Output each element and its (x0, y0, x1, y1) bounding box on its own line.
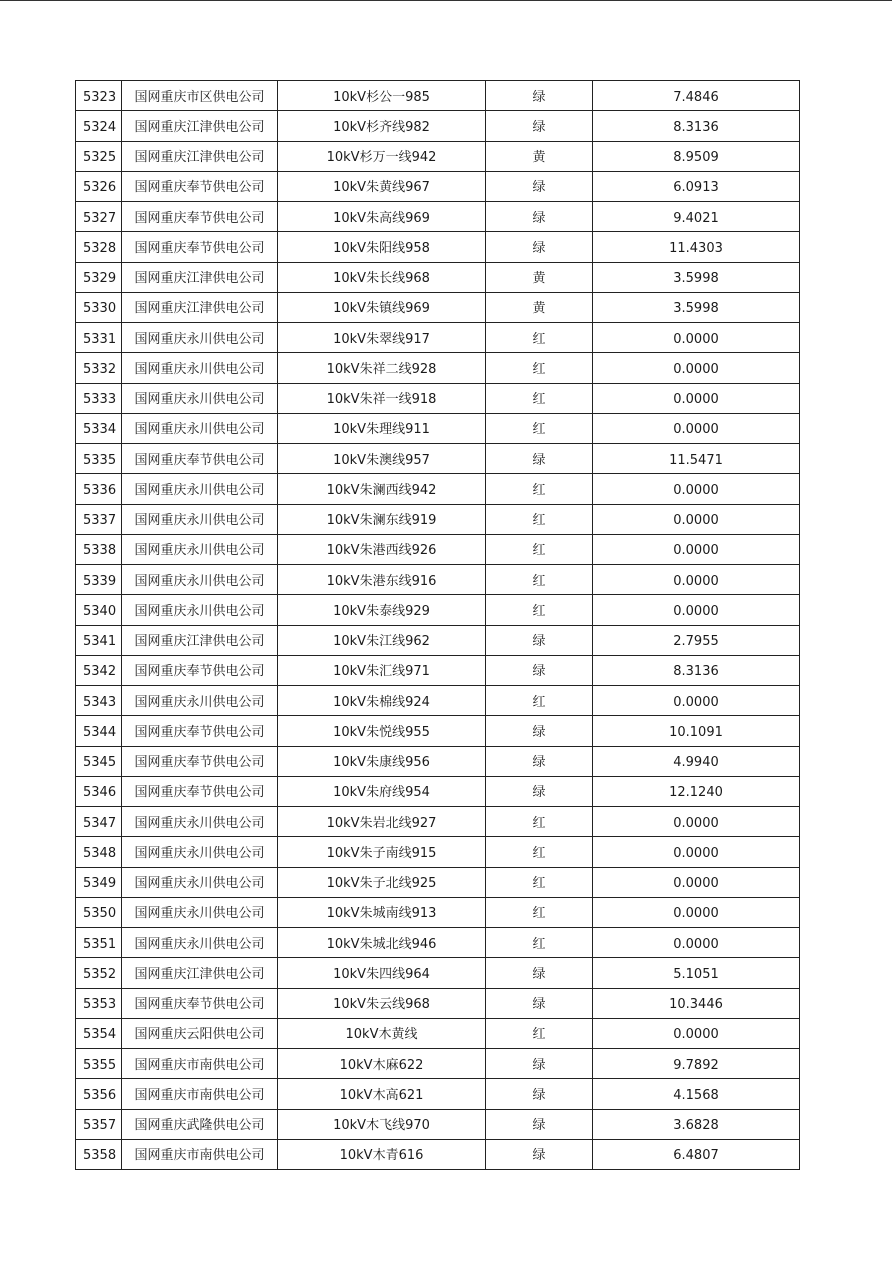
company-cell: 国网重庆江津供电公司 (122, 625, 278, 655)
row-id: 5325 (76, 141, 122, 171)
row-id: 5350 (76, 897, 122, 927)
company-cell: 国网重庆永川供电公司 (122, 897, 278, 927)
value-cell: 0.0000 (593, 413, 800, 443)
row-id: 5348 (76, 837, 122, 867)
row-id: 5340 (76, 595, 122, 625)
line-name-cell: 10kV朱四线964 (278, 958, 486, 988)
status-cell: 绿 (486, 776, 593, 806)
line-name-cell: 10kV朱澜西线942 (278, 474, 486, 504)
table-row (76, 262, 800, 292)
status-cell: 绿 (486, 171, 593, 201)
line-name-cell: 10kV朱城南线913 (278, 897, 486, 927)
line-name-cell: 10kV朱城北线946 (278, 928, 486, 958)
value-cell: 9.4021 (593, 202, 800, 232)
company-cell: 国网重庆奉节供电公司 (122, 776, 278, 806)
status-cell: 绿 (486, 111, 593, 141)
row-id: 5331 (76, 323, 122, 353)
line-name-cell: 10kV朱理线911 (278, 413, 486, 443)
company-cell: 国网重庆奉节供电公司 (122, 202, 278, 232)
line-name-cell: 10kV朱长线968 (278, 262, 486, 292)
line-name-cell: 10kV杉齐线982 (278, 111, 486, 141)
table-row (76, 595, 800, 625)
value-cell: 8.3136 (593, 111, 800, 141)
status-cell: 红 (486, 413, 593, 443)
value-cell: 8.9509 (593, 141, 800, 171)
value-cell: 11.4303 (593, 232, 800, 262)
table-row (76, 1049, 800, 1079)
row-id: 5342 (76, 655, 122, 685)
status-cell: 绿 (486, 655, 593, 685)
table-row (76, 111, 800, 141)
table-row (76, 504, 800, 534)
value-cell: 8.3136 (593, 655, 800, 685)
company-cell: 国网重庆奉节供电公司 (122, 655, 278, 685)
value-cell: 9.7892 (593, 1049, 800, 1079)
line-name-cell: 10kV朱府线954 (278, 776, 486, 806)
table-row (76, 1109, 800, 1139)
line-name-cell: 10kV朱泰线929 (278, 595, 486, 625)
table-row (76, 1139, 800, 1169)
value-cell: 0.0000 (593, 474, 800, 504)
status-cell: 绿 (486, 716, 593, 746)
table-body (76, 81, 800, 1170)
value-cell: 0.0000 (593, 867, 800, 897)
company-cell: 国网重庆永川供电公司 (122, 837, 278, 867)
table-row (76, 958, 800, 988)
row-id: 5351 (76, 928, 122, 958)
line-name-cell: 10kV朱棉线924 (278, 686, 486, 716)
status-cell: 绿 (486, 746, 593, 776)
company-cell: 国网重庆永川供电公司 (122, 867, 278, 897)
value-cell: 10.1091 (593, 716, 800, 746)
table-row (76, 565, 800, 595)
company-cell: 国网重庆永川供电公司 (122, 686, 278, 716)
table-row (76, 928, 800, 958)
table-row (76, 746, 800, 776)
status-cell: 绿 (486, 81, 593, 111)
status-cell: 红 (486, 1018, 593, 1048)
company-cell: 国网重庆永川供电公司 (122, 353, 278, 383)
row-id: 5323 (76, 81, 122, 111)
company-cell: 国网重庆云阳供电公司 (122, 1018, 278, 1048)
value-cell: 0.0000 (593, 504, 800, 534)
table-row (76, 1018, 800, 1048)
table-row (76, 837, 800, 867)
line-name-cell: 10kV朱云线968 (278, 988, 486, 1018)
status-cell: 红 (486, 837, 593, 867)
table-row (76, 353, 800, 383)
line-name-cell: 10kV朱康线956 (278, 746, 486, 776)
row-id: 5337 (76, 504, 122, 534)
row-id: 5341 (76, 625, 122, 655)
status-cell: 绿 (486, 958, 593, 988)
company-cell: 国网重庆永川供电公司 (122, 595, 278, 625)
status-cell: 红 (486, 686, 593, 716)
value-cell: 0.0000 (593, 383, 800, 413)
status-cell: 黄 (486, 292, 593, 322)
table-row (76, 686, 800, 716)
value-cell: 0.0000 (593, 686, 800, 716)
line-name-cell: 10kV木青616 (278, 1139, 486, 1169)
table-row (76, 867, 800, 897)
table-row (76, 171, 800, 201)
table-row (76, 141, 800, 171)
table-row (76, 81, 800, 111)
line-name-cell: 10kV朱港东线916 (278, 565, 486, 595)
table-row (76, 1079, 800, 1109)
line-name-cell: 10kV朱黄线967 (278, 171, 486, 201)
line-name-cell: 10kV朱祥二线928 (278, 353, 486, 383)
line-name-cell: 10kV木飞线970 (278, 1109, 486, 1139)
status-cell: 黄 (486, 141, 593, 171)
row-id: 5353 (76, 988, 122, 1018)
table-row (76, 655, 800, 685)
status-cell: 红 (486, 504, 593, 534)
company-cell: 国网重庆永川供电公司 (122, 504, 278, 534)
value-cell: 3.5998 (593, 292, 800, 322)
company-cell: 国网重庆永川供电公司 (122, 807, 278, 837)
line-name-cell: 10kV朱子南线915 (278, 837, 486, 867)
row-id: 5352 (76, 958, 122, 988)
status-cell: 绿 (486, 625, 593, 655)
value-cell: 11.5471 (593, 444, 800, 474)
table-row (76, 232, 800, 262)
row-id: 5357 (76, 1109, 122, 1139)
company-cell: 国网重庆江津供电公司 (122, 262, 278, 292)
row-id: 5327 (76, 202, 122, 232)
company-cell: 国网重庆奉节供电公司 (122, 746, 278, 776)
row-id: 5346 (76, 776, 122, 806)
data-table (75, 80, 800, 1170)
company-cell: 国网重庆永川供电公司 (122, 474, 278, 504)
company-cell: 国网重庆市区供电公司 (122, 81, 278, 111)
company-cell: 国网重庆永川供电公司 (122, 534, 278, 564)
company-cell: 国网重庆江津供电公司 (122, 111, 278, 141)
value-cell: 0.0000 (593, 807, 800, 837)
status-cell: 红 (486, 595, 593, 625)
status-cell: 红 (486, 928, 593, 958)
line-name-cell: 10kV朱港西线926 (278, 534, 486, 564)
company-cell: 国网重庆市南供电公司 (122, 1079, 278, 1109)
table-row (76, 383, 800, 413)
line-name-cell: 10kV木高621 (278, 1079, 486, 1109)
value-cell: 0.0000 (593, 1018, 800, 1048)
row-id: 5329 (76, 262, 122, 292)
company-cell: 国网重庆市南供电公司 (122, 1049, 278, 1079)
value-cell: 0.0000 (593, 595, 800, 625)
value-cell: 3.6828 (593, 1109, 800, 1139)
table-row (76, 988, 800, 1018)
line-name-cell: 10kV朱祥一线918 (278, 383, 486, 413)
value-cell: 0.0000 (593, 534, 800, 564)
row-id: 5347 (76, 807, 122, 837)
line-name-cell: 10kV朱悦线955 (278, 716, 486, 746)
value-cell: 6.4807 (593, 1139, 800, 1169)
line-name-cell: 10kV木麻622 (278, 1049, 486, 1079)
value-cell: 5.1051 (593, 958, 800, 988)
table-row (76, 474, 800, 504)
status-cell: 绿 (486, 1079, 593, 1109)
row-id: 5343 (76, 686, 122, 716)
company-cell: 国网重庆奉节供电公司 (122, 171, 278, 201)
status-cell: 红 (486, 565, 593, 595)
status-cell: 绿 (486, 1049, 593, 1079)
value-cell: 7.4846 (593, 81, 800, 111)
value-cell: 0.0000 (593, 565, 800, 595)
row-id: 5326 (76, 171, 122, 201)
table-row (76, 292, 800, 322)
value-cell: 0.0000 (593, 353, 800, 383)
company-cell: 国网重庆武隆供电公司 (122, 1109, 278, 1139)
row-id: 5336 (76, 474, 122, 504)
row-id: 5339 (76, 565, 122, 595)
line-name-cell: 10kV朱翠线917 (278, 323, 486, 353)
row-id: 5354 (76, 1018, 122, 1048)
table-row (76, 323, 800, 353)
row-id: 5330 (76, 292, 122, 322)
company-cell: 国网重庆永川供电公司 (122, 413, 278, 443)
row-id: 5333 (76, 383, 122, 413)
table-row (76, 202, 800, 232)
line-name-cell: 10kV朱岩北线927 (278, 807, 486, 837)
line-name-cell: 10kV朱澜东线919 (278, 504, 486, 534)
status-cell: 绿 (486, 444, 593, 474)
value-cell: 3.5998 (593, 262, 800, 292)
line-name-cell: 10kV朱高线969 (278, 202, 486, 232)
value-cell: 0.0000 (593, 837, 800, 867)
table-row (76, 807, 800, 837)
row-id: 5332 (76, 353, 122, 383)
value-cell: 2.7955 (593, 625, 800, 655)
line-name-cell: 10kV朱子北线925 (278, 867, 486, 897)
company-cell: 国网重庆永川供电公司 (122, 565, 278, 595)
row-id: 5338 (76, 534, 122, 564)
status-cell: 红 (486, 867, 593, 897)
value-cell: 10.3446 (593, 988, 800, 1018)
value-cell: 12.1240 (593, 776, 800, 806)
status-cell: 绿 (486, 202, 593, 232)
table-row (76, 625, 800, 655)
company-cell: 国网重庆江津供电公司 (122, 292, 278, 322)
line-name-cell: 10kV朱澳线957 (278, 444, 486, 474)
company-cell: 国网重庆江津供电公司 (122, 141, 278, 171)
table-row (76, 534, 800, 564)
company-cell: 国网重庆永川供电公司 (122, 323, 278, 353)
table-row (76, 716, 800, 746)
company-cell: 国网重庆奉节供电公司 (122, 232, 278, 262)
status-cell: 红 (486, 807, 593, 837)
company-cell: 国网重庆市南供电公司 (122, 1139, 278, 1169)
row-id: 5345 (76, 746, 122, 776)
company-cell: 国网重庆奉节供电公司 (122, 716, 278, 746)
value-cell: 6.0913 (593, 171, 800, 201)
line-name-cell: 10kV杉公一985 (278, 81, 486, 111)
row-id: 5324 (76, 111, 122, 141)
status-cell: 绿 (486, 232, 593, 262)
row-id: 5335 (76, 444, 122, 474)
row-id: 5344 (76, 716, 122, 746)
status-cell: 绿 (486, 1109, 593, 1139)
company-cell: 国网重庆江津供电公司 (122, 958, 278, 988)
status-cell: 红 (486, 474, 593, 504)
status-cell: 红 (486, 353, 593, 383)
line-name-cell: 10kV杉万一线942 (278, 141, 486, 171)
value-cell: 0.0000 (593, 928, 800, 958)
value-cell: 0.0000 (593, 897, 800, 927)
status-cell: 红 (486, 534, 593, 564)
value-cell: 4.9940 (593, 746, 800, 776)
row-id: 5355 (76, 1049, 122, 1079)
line-name-cell: 10kV朱镇线969 (278, 292, 486, 322)
company-cell: 国网重庆奉节供电公司 (122, 444, 278, 474)
table-row (76, 897, 800, 927)
table-row (76, 413, 800, 443)
value-cell: 0.0000 (593, 323, 800, 353)
row-id: 5356 (76, 1079, 122, 1109)
status-cell: 绿 (486, 988, 593, 1018)
line-name-cell: 10kV朱阳线958 (278, 232, 486, 262)
status-cell: 绿 (486, 1139, 593, 1169)
status-cell: 红 (486, 383, 593, 413)
top-rule (0, 0, 892, 1)
company-cell: 国网重庆永川供电公司 (122, 928, 278, 958)
table-row (76, 444, 800, 474)
table-row (76, 776, 800, 806)
row-id: 5334 (76, 413, 122, 443)
status-cell: 红 (486, 323, 593, 353)
line-name-cell: 10kV朱江线962 (278, 625, 486, 655)
company-cell: 国网重庆奉节供电公司 (122, 988, 278, 1018)
row-id: 5328 (76, 232, 122, 262)
row-id: 5349 (76, 867, 122, 897)
line-name-cell: 10kV朱汇线971 (278, 655, 486, 685)
company-cell: 国网重庆永川供电公司 (122, 383, 278, 413)
status-cell: 黄 (486, 262, 593, 292)
value-cell: 4.1568 (593, 1079, 800, 1109)
row-id: 5358 (76, 1139, 122, 1169)
line-name-cell: 10kV木黄线 (278, 1018, 486, 1048)
status-cell: 红 (486, 897, 593, 927)
